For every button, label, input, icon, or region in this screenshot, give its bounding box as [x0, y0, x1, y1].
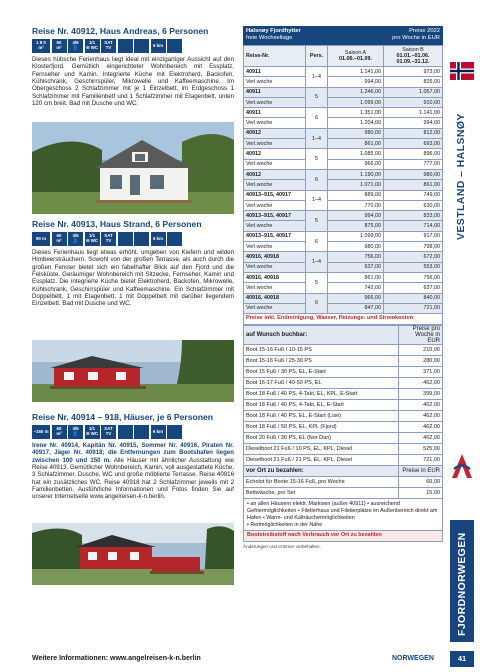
price-saison-a: 756,00 — [328, 252, 384, 262]
reise-nr: Verl.woche — [244, 262, 306, 272]
price-saison-b: 777,00 — [384, 159, 443, 169]
extras-row — [244, 389, 443, 400]
price-table-header — [243, 26, 443, 45]
feature-icon-line-2: 👤 — [72, 238, 79, 243]
price-saison-a: 847,00 — [328, 303, 384, 313]
extras-label: Boot 15 Fuß / 30 PS, EL, E-Start — [244, 367, 399, 378]
reise-nr: 40912 — [244, 128, 306, 138]
price-saison-a: 861,00 — [328, 139, 384, 149]
house2-photo-image — [32, 340, 234, 402]
price-row — [244, 221, 443, 231]
extras-label: Boot 20 Fuß / 30 PS, EL (Nor Dan) — [244, 433, 399, 444]
extras-label: Boot 18 Fuß / 40 PS, EL, E-Start (Lise) — [244, 411, 399, 422]
house3-feature-icon — [134, 425, 149, 439]
extras-label: Boot 18 Fuß / 40 PS, 4-Takt, EL, E-Start — [244, 400, 399, 411]
house3-title: Reise Nr. 40914 – 918, Häuser, je 6 Personen — [32, 412, 214, 422]
extras-price: 399,00 — [399, 389, 443, 400]
house1-feature-icon — [151, 39, 166, 53]
house1-feature-icon — [134, 39, 149, 53]
reise-nr: 40912 — [244, 169, 306, 179]
feature-icon-line-1: SAT — [104, 40, 113, 46]
persons: 5 — [306, 149, 328, 170]
price-saison-b: 630,00 — [384, 200, 443, 210]
col-saison-b — [384, 46, 443, 67]
price-row — [244, 159, 443, 169]
price-saison-a: 980,00 — [328, 128, 384, 138]
feature-icon-line-1: 4/6 — [72, 40, 79, 46]
price-row — [244, 190, 443, 200]
price-saison-a: 1.351,00 — [328, 108, 384, 118]
footer-info: Weitere Informationen: www.angelreisen-k-n.berlin — [32, 655, 201, 662]
extras-label: Bettwäsche, pro Set — [244, 488, 399, 499]
reise-nr: Verl.woche — [244, 221, 306, 231]
reise-nr: Verl.woche — [244, 77, 306, 87]
left-column — [32, 26, 234, 585]
extras-label: Boot 15-16 Fuß / 25-30 PS — [244, 356, 399, 367]
house3-description — [32, 442, 234, 522]
header-left-2: freie Wochseltage — [246, 35, 293, 42]
extras-label: Boot 18 Fuß / 50 PS, EL, KPL (Fjord) — [244, 422, 399, 433]
price-row — [244, 231, 443, 241]
feature-icon-line-2: ≋ WC — [85, 238, 99, 243]
reise-nr: 40916, 40918 — [244, 293, 306, 303]
house2-feature-icon — [151, 232, 166, 246]
region-tab-label: FJORDNORWEGEN — [456, 532, 468, 636]
extras-row — [244, 433, 443, 444]
price-row — [244, 272, 443, 282]
extras-price: 462,00 — [399, 411, 443, 422]
feature-icon-line-1: 6 km — [152, 428, 163, 434]
reise-nr: Verl.woche — [244, 303, 306, 313]
price-row — [244, 149, 443, 159]
price-saison-b: 833,00 — [384, 211, 443, 221]
extras-price: 462,00 — [399, 422, 443, 433]
reise-nr: 40911 — [244, 67, 306, 77]
extras-price: 721,00 — [399, 455, 443, 466]
price-row — [244, 128, 443, 138]
house3-feature-icon — [32, 425, 50, 439]
disclaimer: Änderungen und Irrtümer vorbehalten. — [243, 544, 321, 550]
feature-icon-line-1: 60 — [56, 40, 62, 46]
price-saison-b: 798,00 — [384, 242, 443, 252]
extras-header-row — [244, 326, 443, 345]
reise-nr: Verl.woche — [244, 242, 306, 252]
persons: 1–4 — [306, 252, 328, 273]
price-row — [244, 139, 443, 149]
price-saison-b: 693,00 — [384, 139, 443, 149]
house1-feature-icon — [68, 39, 83, 53]
price-row — [244, 200, 443, 210]
extras-label: Boot 16-17 Fuß / 40-50 PS, EL — [244, 378, 399, 389]
persons: 6 — [306, 231, 328, 252]
house2-photo — [32, 340, 234, 402]
price-row — [244, 303, 443, 313]
persons: 5 — [306, 272, 328, 293]
col-b-3: 01.09.–31.12. — [396, 59, 430, 65]
reise-nr: 40916, 40918 — [244, 252, 306, 262]
reise-nr: 40912 — [244, 149, 306, 159]
side-bar — [450, 0, 474, 672]
price-saison-a: 875,00 — [328, 221, 384, 231]
price-row — [244, 293, 443, 303]
price-row — [244, 283, 443, 293]
price-saison-b: 917,00 — [384, 231, 443, 241]
house2-feature-icon — [52, 232, 67, 246]
amenity-text: an allen Häusern elektr. Markisen (außer 40911) • ausreichend Gefriermöglichkeiten • Filetierhaus und Filetierplätze im Außenbereich direkt am Hafen • Warm- und Kalträuchermöglichkeiten — [247, 501, 438, 521]
house2-title: Reise Nr. 40913, Haus Strand, 6 Personen — [32, 219, 202, 229]
extras-header-right: Preise in EUR — [399, 466, 443, 477]
col-saison-a — [328, 46, 384, 67]
house3-feature-icon — [52, 425, 67, 439]
price-row — [244, 169, 443, 179]
house3-bold-text: Irene Nr. 40914, Kapitän Nr. 40915, Sommer Nr. 40916, Piraten Nr. 40917, Jäger Nr. 40918; die Entfernungen zum Bootshafen liegen zwischen 100 und 150 m. — [32, 442, 234, 464]
persons: 5 — [306, 211, 328, 232]
price-saison-a: 966,00 — [328, 159, 384, 169]
extras-row — [244, 367, 443, 378]
bullet-dot: • — [247, 521, 251, 528]
price-saison-b: 994,00 — [384, 118, 443, 128]
price-saison-b: 861,00 — [384, 180, 443, 190]
house1-photo — [32, 122, 234, 214]
feature-icon-line-1: 1/1 — [88, 233, 96, 239]
house2-feature-icon — [32, 232, 50, 246]
house1-title: Reise Nr. 40912, Haus Andreas, 6 Personen — [32, 26, 209, 36]
feature-icon-line-1: 60 — [56, 233, 62, 239]
amenities-list — [243, 499, 443, 531]
extras-header-row — [244, 466, 443, 477]
persons: 6 — [306, 169, 328, 190]
feature-icon-line-1: 3/6 — [72, 233, 79, 239]
extras-row — [244, 422, 443, 433]
house3-photo — [32, 523, 234, 585]
price-row — [244, 118, 443, 128]
extras-label: Dieselboot 21 Fuß / 10 PS, EL, KPL, Diesel — [244, 444, 399, 455]
feature-icon-line-1: 90 m — [35, 235, 46, 241]
house2-feature-icon — [167, 232, 182, 246]
house3-feature-icon — [151, 425, 166, 439]
extras-price: 371,00 — [399, 367, 443, 378]
feature-icon-line-1: ~150 m — [33, 428, 49, 434]
price-saison-b: 637,00 — [384, 283, 443, 293]
feature-icon-line-2: TV — [105, 431, 112, 436]
feature-icon-line-1: SAT — [104, 426, 113, 432]
price-row — [244, 67, 443, 77]
extras-row — [244, 411, 443, 422]
feature-icon-line-1: 1 8 0 — [36, 40, 46, 46]
price-row — [244, 211, 443, 221]
reise-nr: Verl.woche — [244, 118, 306, 128]
extras-header-left: vor Ort zu bezahlen: — [244, 466, 399, 477]
house2-description: Dieses Ferienhaus liegt etwas erhöht, umgeben von Kiefern und wilden Himbeersträuchern. Sowohl von der großen Terrasse, als auch durch die großen Fenster bietet sich ein fabelhafter Blick auf den Fjord und die Felsküste. Geräumiger Wohnbereich mit Sitzecke, Fernseher, Kamin und Essplatz. Die integrierte Küche bietet Elektroherd, Backofen, Mikrowelle, Kühlschrank, Geschirrspüler und Kaffeemaschine. Ein Schlafzimmer mit Doppelbett, 1 mit Etagenbett, 1 mit Doppelbett mit darüber liegendem Einzelbett. Bad mit Dusche und WC. — [32, 249, 234, 308]
extras-row — [244, 400, 443, 411]
price-saison-b: 980,00 — [384, 169, 443, 179]
feature-icon-line-1: 6 km — [152, 42, 163, 48]
price-saison-b: 910,00 — [384, 97, 443, 107]
col-a-1: Saison A — [344, 50, 367, 56]
house1-photo-image — [32, 122, 234, 214]
region-label: VESTLAND – HALSNØY — [455, 113, 467, 240]
col-a-2: 01.06.–01.09. — [339, 56, 372, 62]
price-row — [244, 97, 443, 107]
price-saison-a: 994,00 — [328, 77, 384, 87]
price-row — [244, 87, 443, 97]
persons: 1–4 — [306, 128, 328, 149]
feature-icon-line-2: ≋ WC — [85, 45, 99, 50]
reise-nr: 40911 — [244, 108, 306, 118]
house1-icon-row — [32, 39, 234, 53]
house1-feature-icon — [32, 39, 50, 53]
price-row — [244, 77, 443, 87]
reise-nr: Verl.woche — [244, 139, 306, 149]
reise-nr: 40911 — [244, 87, 306, 97]
price-saison-a: 1.204,00 — [328, 118, 384, 128]
extras-header-left: auf Wunsch buchbar: — [244, 326, 399, 345]
feature-icon-line-2: m² — [56, 45, 62, 50]
price-saison-a: 1.141,00 — [328, 67, 384, 77]
price-note: Preise inkl. Endreinigung, Wasser, Heizungs- und Stromkosten — [243, 314, 443, 325]
extras-price: 462,00 — [399, 433, 443, 444]
price-row — [244, 262, 443, 272]
col-b-1: Saison B — [402, 47, 424, 53]
reise-nr: 40916, 40918 — [244, 272, 306, 282]
house1-description: Dieses hübsche Ferienhaus liegt ideal mit einzigartiger Aussicht auf den Klosterfjord. Gemütlich eingerichteter Wohnbereich mit Essplatz, Fernseher und Kamin. Integrierte Küche mit Elektroherd, Backofen, Kühlschrank, Geschirrspüler, Mikrowelle und Kaffeemaschine. Im Obergeschoss 2 Schlafzimmer mit je 1 Einzelbett, im Erdgeschoss 1 Schlafzimmer mit Familienbett und 1 Schlafzimmer mit Etagenbett, unten 120 cm breit. Bad mit Dusche und WC. — [32, 56, 234, 108]
reise-nr: Verl.woche — [244, 200, 306, 210]
house1-feature-icon — [167, 39, 182, 53]
feature-icon-line-2: m² — [56, 431, 62, 436]
price-saison-a: 994,00 — [328, 211, 384, 221]
extras-price: 462,00 — [399, 400, 443, 411]
price-saison-a: 1.246,00 — [328, 87, 384, 97]
feature-icon-line-1: 6 km — [152, 235, 163, 241]
price-row — [244, 252, 443, 262]
fuel-note: Bootstreibstoff nach Verbrauch vor Ort zu bezahlen — [243, 531, 443, 542]
persons: 1–4 — [306, 190, 328, 211]
col-reise: Reise-Nr. — [244, 46, 306, 67]
brand-logo-icon — [450, 452, 474, 480]
footer-country: NORWEGEN — [392, 655, 434, 662]
feature-icon-line-1: 1/1 — [88, 426, 96, 432]
price-saison-b: 553,00 — [384, 262, 443, 272]
house1-feature-icon — [85, 39, 100, 53]
extras-price: 210,00 — [399, 345, 443, 356]
amenity-item — [247, 501, 439, 521]
feature-icon-line-2: TV — [105, 45, 112, 50]
price-saison-b: 714,00 — [384, 221, 443, 231]
house1-feature-icon — [118, 39, 133, 53]
reise-nr: Verl.woche — [244, 159, 306, 169]
price-saison-b: 973,00 — [384, 67, 443, 77]
header-right-1: Preise 2022 — [409, 28, 440, 34]
feature-icon-line-2: 👤 — [72, 431, 79, 436]
house2-icon-row — [32, 232, 234, 246]
price-saison-a: 889,00 — [328, 190, 384, 200]
price-saison-b: 672,00 — [384, 252, 443, 262]
price-table — [243, 45, 443, 314]
price-row — [244, 180, 443, 190]
feature-icon-line-1: 60 — [56, 426, 62, 432]
extras-row — [244, 378, 443, 389]
col-b-2: 01.01.–01.06. — [396, 53, 430, 59]
extras-label: Dieselboot 21 Fuß / 21 PS, EL, KPL, Diesel — [244, 455, 399, 466]
extras-label: Boot 15-16 Fuß / 10-15 PS — [244, 345, 399, 356]
amenity-item — [247, 522, 439, 529]
feature-icon-line-1: 3/6 — [72, 426, 79, 432]
price-saison-b: 896,00 — [384, 149, 443, 159]
bullet-dot: • — [247, 501, 251, 508]
feature-icon-line-2: m² — [38, 45, 44, 50]
extras-price: 15,00 — [399, 488, 443, 499]
price-saison-b: 1.057,00 — [384, 87, 443, 97]
price-saison-b: 1.141,00 — [384, 108, 443, 118]
persons: 6 — [306, 293, 328, 314]
house1-feature-icon — [101, 39, 116, 53]
extras-price: 462,00 — [399, 378, 443, 389]
price-saison-a: 1.190,00 — [328, 169, 384, 179]
feature-icon-line-2: TV — [105, 238, 112, 243]
extras-row — [244, 477, 443, 488]
house2-feature-icon — [118, 232, 133, 246]
price-saison-b: 826,00 — [384, 77, 443, 87]
extras-price: 525,00 — [399, 444, 443, 455]
price-saison-b: 812,00 — [384, 128, 443, 138]
header-left-1: Halsnøy Fjordhytter — [246, 28, 301, 34]
price-saison-a: 980,00 — [328, 242, 384, 252]
house3-feature-icon — [167, 425, 182, 439]
house3-feature-icon — [68, 425, 83, 439]
extras-row — [244, 444, 443, 455]
extras-header-right: Preise pro Woche in EUR — [399, 326, 443, 345]
price-saison-b: 749,00 — [384, 190, 443, 200]
price-saison-a: 1.071,00 — [328, 180, 384, 190]
price-row — [244, 108, 443, 118]
amenity-text: Reitmöglichkeiten in der Nähe — [250, 521, 323, 528]
extras-price: 60,00 — [399, 477, 443, 488]
price-saison-a: 966,00 — [328, 293, 384, 303]
extras-row — [244, 356, 443, 367]
house3-text: Alle Häuser mit ähnlicher Ausstattung wie Reise 40913. Gemütlicher Wohnbereich, Kamin, voll ausgestattete Küche, 3 Schlafzimmer, Dusche, WC und große möblierte Terrasse. Reise 40916 hat ein zusätzliches WC. Reise 40918 hat 2 Schlafzimmer jeweils mit 2 Familienbetten. Ausführliche Informationen und Fotos finden Sie auf unserer Internetseite www.angelreisen-k-n.berlin. — [32, 456, 234, 501]
reise-nr: 40913–915, 40917 — [244, 190, 306, 200]
price-saison-a: 742,00 — [328, 283, 384, 293]
house2-feature-icon — [85, 232, 100, 246]
feature-icon-line-2: m² — [56, 238, 62, 243]
reise-nr: Verl.woche — [244, 97, 306, 107]
price-row — [244, 242, 443, 252]
price-saison-a: 770,00 — [328, 200, 384, 210]
reise-nr: Verl.woche — [244, 180, 306, 190]
reise-nr: Verl.woche — [244, 283, 306, 293]
persons: 1–4 — [306, 67, 328, 88]
extras-label: Echolot für Boote 15-16 Fuß, pro Woche — [244, 477, 399, 488]
price-saison-a: 1.085,00 — [328, 149, 384, 159]
reise-nr: 40913–915, 40917 — [244, 211, 306, 221]
house3-feature-icon — [118, 425, 133, 439]
price-saison-b: 721,00 — [384, 303, 443, 313]
extras-price: 280,00 — [399, 356, 443, 367]
price-saison-a: 1.099,00 — [328, 97, 384, 107]
header-right-2: pro Woche in EUR — [392, 35, 440, 42]
reise-nr: 40913–915, 40917 — [244, 231, 306, 241]
house3-feature-icon — [101, 425, 116, 439]
price-saison-a: 1.099,00 — [328, 231, 384, 241]
feature-icon-line-2: ≋ WC — [85, 431, 99, 436]
extras-row — [244, 345, 443, 356]
norway-flag-icon — [450, 62, 474, 80]
house2-feature-icon — [134, 232, 149, 246]
page-number: 41 — [450, 651, 474, 667]
col-pers: Pers. — [306, 46, 328, 67]
price-saison-b: 840,00 — [384, 293, 443, 303]
extras-label: Boot 18 Fuß / 40 PS, 4-Takt, EL, KPL, E-Start — [244, 389, 399, 400]
feature-icon-line-1: SAT — [104, 233, 113, 239]
house3-icon-row — [32, 425, 234, 439]
persons: 6 — [306, 108, 328, 129]
price-saison-b: 756,00 — [384, 272, 443, 282]
house3-photo-image — [32, 523, 234, 585]
feature-icon-line-2: 👤 — [72, 45, 79, 50]
house3-feature-icon — [85, 425, 100, 439]
price-column — [243, 26, 443, 549]
house2-feature-icon — [68, 232, 83, 246]
feature-icon-line-1: 1/1 — [88, 40, 96, 46]
extras-row — [244, 488, 443, 499]
price-saison-a: 861,00 — [328, 272, 384, 282]
persons: 5 — [306, 87, 328, 108]
price-saison-a: 637,00 — [328, 262, 384, 272]
extras-table — [243, 325, 443, 499]
house1-feature-icon — [52, 39, 67, 53]
house2-feature-icon — [101, 232, 116, 246]
extras-row — [244, 455, 443, 466]
